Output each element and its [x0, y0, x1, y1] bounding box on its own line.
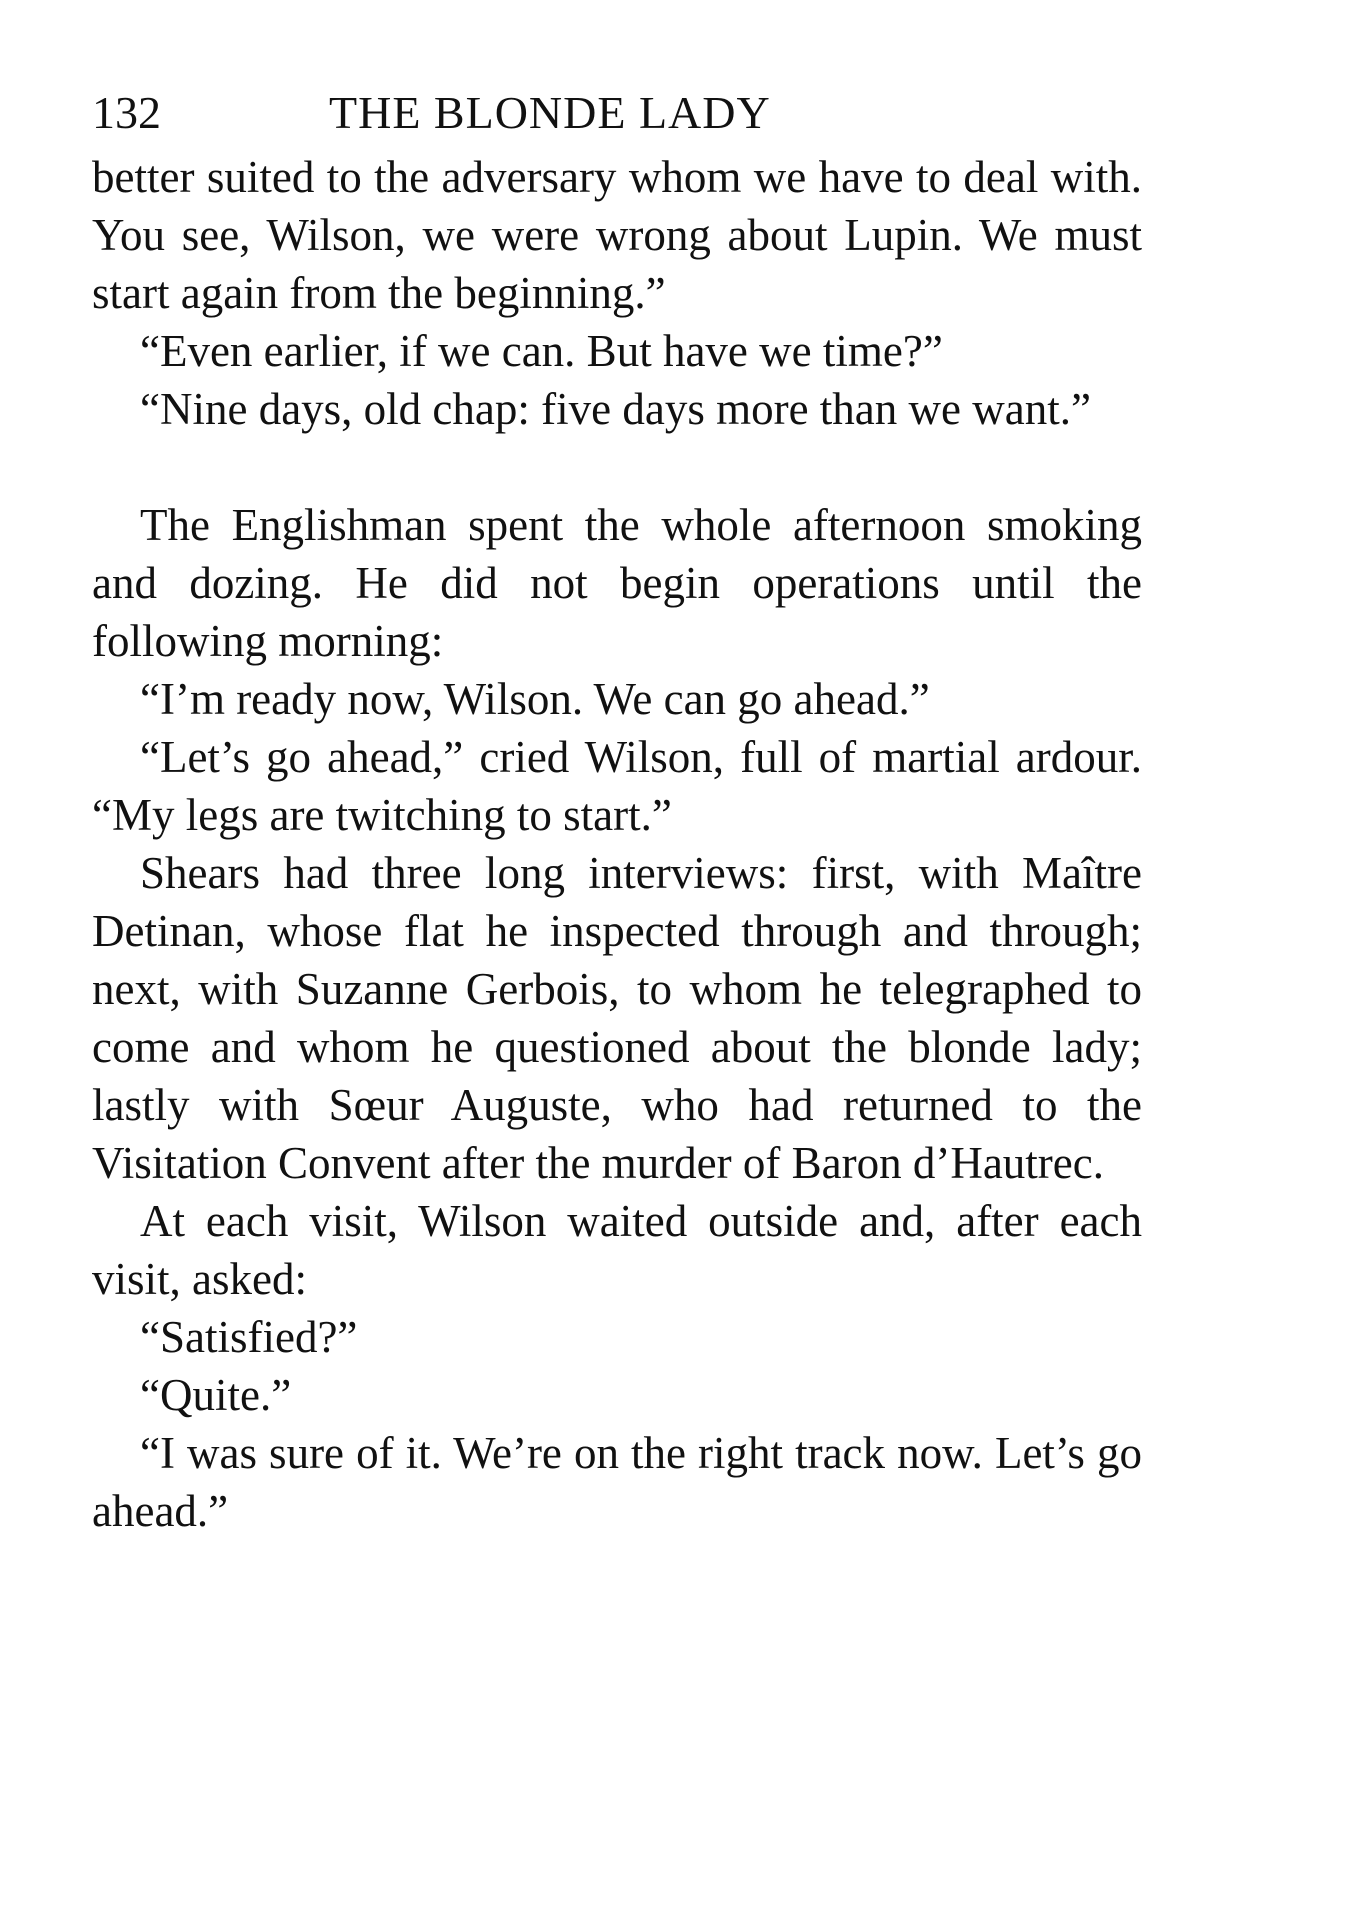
paragraph: “Let’s go ahead,” cried Wilson, full of martial ardour. “My legs are twitching to start.” [92, 732, 1142, 840]
paragraph: The Englishman spent the whole afternoon smoking and dozing. He did not begin operations until the following morning: [92, 500, 1142, 666]
page-number: 132 [92, 87, 161, 138]
running-head [92, 78, 1142, 148]
paragraph: “Quite.” [140, 1370, 292, 1420]
paragraph: “I was sure of it. We’re on the right track now. Let’s go ahead.” [92, 1428, 1142, 1536]
running-title: THE BLONDE LADY [329, 87, 771, 138]
paragraph: At each visit, Wilson waited outside and, after each visit, asked: [92, 1196, 1142, 1304]
paragraph: “Even earlier, if we can. But have we time?” [140, 326, 943, 376]
paragraph: “Nine days, old chap: five days more than we want.” [140, 384, 1091, 434]
body-text [92, 148, 1142, 1540]
paragraph: “Satisfied?” [140, 1312, 358, 1362]
paragraph: better suited to the adversary whom we have to deal with. You see, Wilson, we were wrong about Lupin. We must start again from the beginning.” [92, 152, 1142, 318]
book-page [92, 78, 1142, 1540]
paragraph: “I’m ready now, Wilson. We can go ahead.” [140, 674, 930, 724]
paragraph: Shears had three long interviews: first, with Maître Detinan, whose flat he inspected through and through; next, with Suzanne Gerbois, to whom he telegraphed to come and whom he questioned about the blonde lady; lastly with Sœur Auguste, who had returned to the Visitation Convent after the murder of Baron d’Hautrec. [92, 848, 1142, 1188]
